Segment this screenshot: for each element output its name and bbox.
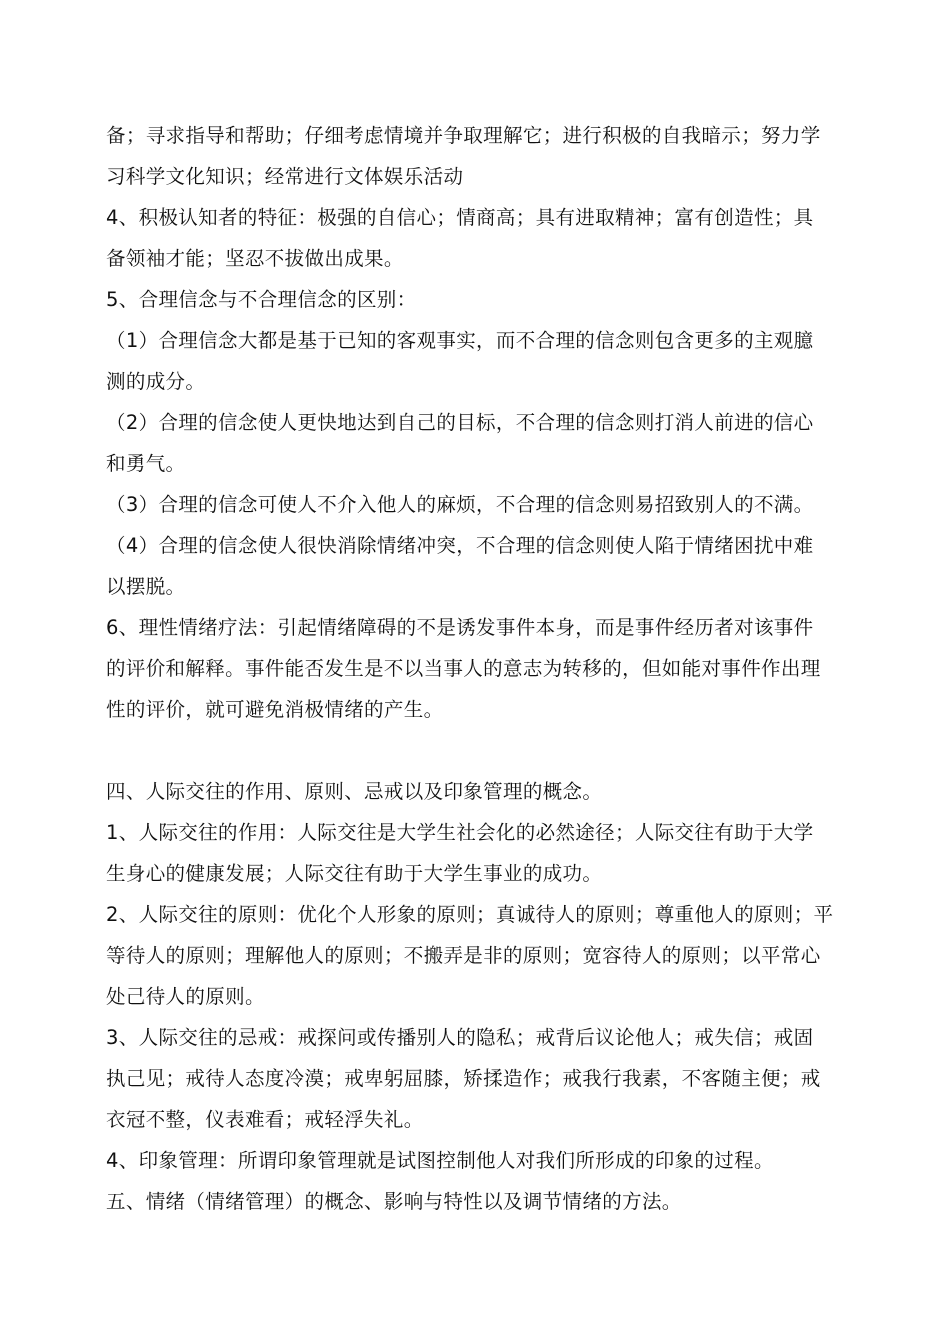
document-page bbox=[106, 115, 846, 1222]
text-line: （4）合理的信念使人很快消除情绪冲突，不合理的信念则使人陷于情绪困扰中难 bbox=[106, 534, 814, 557]
text-line: 4、积极认知者的特征：极强的自信心；情商高；具有进取精神；富有创造性；具 bbox=[106, 206, 814, 229]
section-heading: 五、情绪（情绪管理）的概念、影响与特性以及调节情绪的方法。 bbox=[106, 1190, 682, 1213]
text-line: 6、理性情绪疗法：引起情绪障碍的不是诱发事件本身，而是事件经历者对该事件 bbox=[106, 616, 814, 639]
text-line: 5、合理信念与不合理信念的区别： bbox=[106, 288, 417, 311]
text-line: 备领袖才能；坚忍不拔做出成果。 bbox=[106, 247, 404, 270]
text-line: 衣冠不整，仪表难看；戒轻浮失礼。 bbox=[106, 1108, 424, 1131]
text-line: 2、人际交往的原则：优化个人形象的原则；真诚待人的原则；尊重他人的原则；平 bbox=[106, 903, 834, 926]
text-line: 的评价和解释。事件能否发生是不以当事人的意志为转移的，但如能对事件作出理 bbox=[106, 657, 821, 680]
text-line: 性的评价，就可避免消极情绪的产生。 bbox=[106, 698, 444, 721]
text-line: 1、人际交往的作用：人际交往是大学生社会化的必然途径；人际交往有助于大学 bbox=[106, 821, 814, 844]
text-line: 3、人际交往的忌戒：戒探问或传播别人的隐私；戒背后议论他人；戒失信；戒固 bbox=[106, 1026, 814, 1049]
text-line: 处己待人的原则。 bbox=[106, 985, 265, 1008]
text-line: （2）合理的信念使人更快地达到自己的目标，不合理的信念则打消人前进的信心 bbox=[106, 411, 814, 434]
section-heading: 四、人际交往的作用、原则、忌戒以及印象管理的概念。 bbox=[106, 780, 603, 803]
text-line: 执己见；戒待人态度冷漠；戒卑躬屈膝，矫揉造作；戒我行我素，不客随主便；戒 bbox=[106, 1067, 821, 1090]
text-line: 测的成分。 bbox=[106, 370, 206, 393]
text-line: （3）合理的信念可使人不介入他人的麻烦，不合理的信念则易招致别人的不满。 bbox=[106, 493, 814, 516]
blank-line bbox=[106, 730, 846, 771]
text-line: 4、印象管理：所谓印象管理就是试图控制他人对我们所形成的印象的过程。 bbox=[106, 1149, 774, 1172]
text-line: 和勇气。 bbox=[106, 452, 186, 475]
text-line: 等待人的原则；理解他人的原则；不搬弄是非的原则；宽容待人的原则；以平常心 bbox=[106, 944, 821, 967]
text-line: 备；寻求指导和帮助；仔细考虑情境并争取理解它；进行积极的自我暗示；努力学 bbox=[106, 124, 821, 147]
text-line: 以摆脱。 bbox=[106, 575, 186, 598]
text-line: 习科学文化知识；经常进行文体娱乐活动 bbox=[106, 165, 464, 188]
text-line: （1）合理信念大都是基于已知的客观事实，而不合理的信念则包含更多的主观臆 bbox=[106, 329, 814, 352]
text-line: 生身心的健康发展；人际交往有助于大学生事业的成功。 bbox=[106, 862, 603, 885]
